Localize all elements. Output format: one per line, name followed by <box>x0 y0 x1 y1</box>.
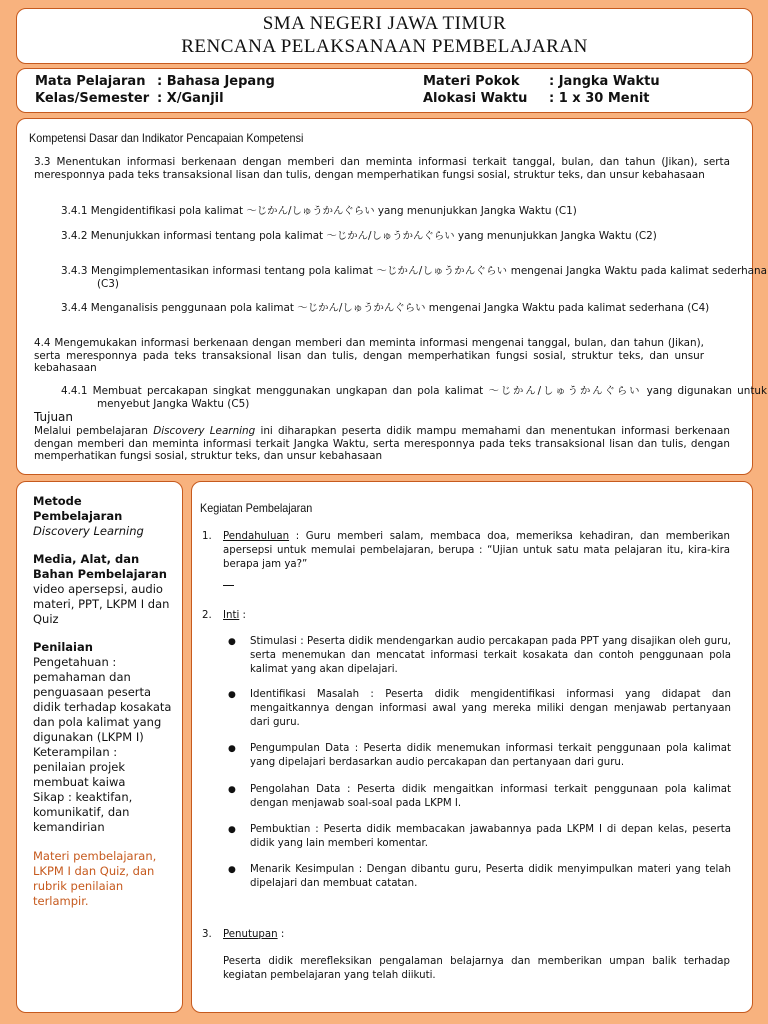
bullet-icon: ● <box>228 865 236 875</box>
number-1: 1. <box>202 531 212 542</box>
bullet-icon: ● <box>228 637 236 647</box>
pendahuluan-text: Pendahuluan : Guru memberi salam, membaca doa, memeriksa kehadiran, dan memberikan apersepsi untuk memulai pembelajaran, berupa : “Ujian untuk satu mata pelajaran itu, kira-kira berapa jam ya?” <box>223 531 730 570</box>
bullet-icon: ● <box>228 690 236 700</box>
mapel-value: : Bahasa Jepang <box>157 74 275 89</box>
materi-label: Materi Pokok <box>423 74 520 89</box>
metode-label: Metode Pembelajaran <box>33 494 123 523</box>
penilaian-keterampilan: Keterampilan : penilaian projek membuat kaiwa <box>33 745 126 789</box>
kompetensi-panel <box>16 118 767 475</box>
inti-pembuktian: Pembuktian : Peserta didik membacakan jawabannya pada LKPM I di depan kelas, peserta didik yang lain memberi komentar. <box>250 824 731 849</box>
inti-identifikasi: Identifikasi Masalah : Peserta didik mengidentifikasi informasi yang didapat dan mengaitkannya dengan informasi awal yang mereka miliki dengan menjawab pertanyaan dari guru. <box>250 689 731 728</box>
number-3: 3. <box>202 929 212 940</box>
kd-4-4: 4.4 Mengemukakan informasi berkenaan dengan memberi dan meminta informasi mengenai tanggal, bulan, dan tahun (Jikan), serta meresponnya pada teks transaksional lisan dan tulis, dengan memperhatikan fungsi sosial, struktur teks, dan unsur kebahasaan <box>34 337 704 375</box>
indikator-3-4-1: 3.4.1 Mengidentifikasi pola kalimat ～じかん/しゅうかんぐらい yang menunjukkan Jangka Waktu (C1) <box>61 205 577 217</box>
sidebar-panel <box>16 481 183 1013</box>
indikator-4-4-1: 4.4.1 Membuat percakapan singkat menggunakan ungkapan dan pola kalimat ～じかん/しゅうかんぐらい yang digunakan untuk menyebut Jangka Waktu (C5) <box>61 385 767 410</box>
indikator-3-4-2: 3.4.2 Menunjukkan informasi tentang pola kalimat ～じかん/しゅうかんぐらい yang menunjukkan Jangka Waktu (C2) <box>61 230 657 242</box>
short-rule <box>223 585 234 586</box>
document-title: RENCANA PELAKSANAAN PEMBELAJARAN <box>181 36 588 57</box>
media-value: video apersepsi, audio materi, PPT, LKPM I dan Quiz <box>33 582 170 626</box>
info-panel <box>16 68 753 113</box>
title-panel <box>16 8 753 64</box>
kelas-value: : X/Ganjil <box>157 91 224 106</box>
bullet-icon: ● <box>228 825 236 835</box>
inti-heading: Inti : <box>223 610 246 621</box>
indikator-3-4-4: 3.4.4 Menganalisis penggunaan pola kalimat ～じかん/しゅうかんぐらい mengenai Jangka Waktu pada kalimat sederhana (C4) <box>61 302 710 314</box>
tujuan-text: Melalui pembelajaran Discovery Learning ini diharapkan peserta didik mampu memahami dan menentukan informasi berkenaan dengan memberi dan meminta informasi terkait Jangka Waktu, serta meresponnya pada teks transaksional lisan dan tulis, dengan memperhatikan fungsi sosial, struktur teks, dan unsur kebahasaan <box>34 425 730 463</box>
inti-pengolahan: Pengolahan Data : Peserta didik mengaitkan informasi terkait penggunaan pola kalimat dengan menjawab soal-soal pada LKPM I. <box>250 784 731 809</box>
penilaian-sikap: Sikap : keaktifan, komunikatif, dan kemandirian <box>33 790 133 834</box>
bullet-icon: ● <box>228 785 236 795</box>
mapel-label: Mata Pelajaran <box>35 74 146 89</box>
penutupan-text: Peserta didik merefleksikan pengalaman belajarnya dan memberikan umpan balik terhadap kegiatan pembelajaran yang telah diikuti. <box>223 956 730 981</box>
alokasi-label: Alokasi Waktu <box>423 91 528 106</box>
kegiatan-panel <box>191 481 753 1013</box>
media-label: Media, Alat, dan Bahan Pembelajaran <box>33 552 167 581</box>
kegiatan-heading: Kegiatan Pembelajaran <box>200 501 313 515</box>
kd-3-3: 3.3 Menentukan informasi berkenaan dengan memberi dan meminta informasi terkait tanggal, bulan, dan tahun (Jikan), serta meresponnya pada teks transaksional lisan dan tulis, dengan memperhatikan fungsi sosial, struktur teks, dan unsur kebahasaan <box>34 156 730 181</box>
tujuan-label: Tujuan <box>34 410 74 424</box>
kompetensi-heading: Kompetensi Dasar dan Indikator Pencapaian Kompetensi <box>29 131 304 145</box>
indikator-3-4-3: 3.4.3 Mengimplementasikan informasi tentang pola kalimat ～じかん/しゅうかんぐらい mengenai Jangka Waktu pada kalimat sederhana (C3) <box>61 265 767 290</box>
penilaian-label: Penilaian <box>33 640 93 654</box>
bullet-icon: ● <box>228 744 236 754</box>
kelas-label: Kelas/Semester <box>35 91 150 106</box>
materi-value: : Jangka Waktu <box>549 74 660 89</box>
lampiran-note: Materi pembelajaran, LKPM I dan Quiz, dan rubrik penilaian terlampir. <box>33 849 157 908</box>
inti-kesimpulan: Menarik Kesimpulan : Dengan dibantu guru, Peserta didik menyimpulkan materi yang telah dipelajari dan membuat catatan. <box>250 864 731 889</box>
alokasi-value: : 1 x 30 Menit <box>549 91 650 106</box>
number-2: 2. <box>202 610 212 621</box>
penutupan-heading: Penutupan : <box>223 929 285 940</box>
school-name: SMA NEGERI JAWA TIMUR <box>262 13 507 34</box>
penilaian-pengetahuan: Pengetahuan : pemahaman dan penguasaan peserta didik terhadap kosakata dan pola kalimat yang digunakan (LKPM I) <box>33 655 172 744</box>
inti-stimulasi: Stimulasi : Peserta didik mendengarkan audio percakapan pada PPT yang disajikan oleh guru, serta menemukan dan mencatat informasi terkait kosakata dan contoh penggunaan pola kalimat yang akan dipelajari. <box>250 636 731 675</box>
inti-pengumpulan: Pengumpulan Data : Peserta didik menemukan informasi terkait penggunaan pola kalimat yang dipelajari berdasarkan audio percakapan dan pertanyaan dari guru. <box>250 743 731 768</box>
metode-value: Discovery Learning <box>33 524 144 538</box>
